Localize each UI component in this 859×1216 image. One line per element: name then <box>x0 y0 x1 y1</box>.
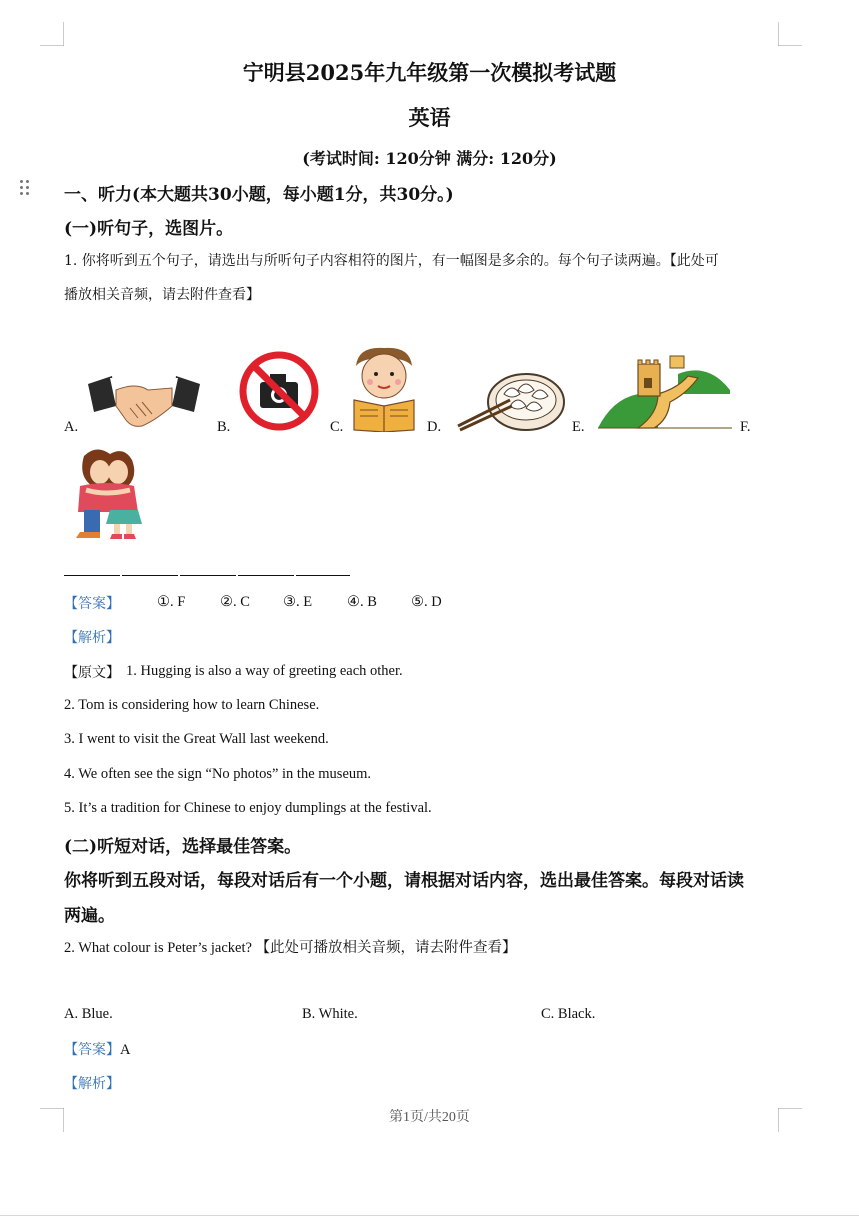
picture-label-d: D. <box>427 419 442 435</box>
part2-instruction-line1: 你将听到五段对话，每段对话后有一个小题，请根据对话内容，选出最佳答案。每段对话读 <box>64 871 744 891</box>
transcript-line: 1. Hugging is also a way of greeting each other. <box>126 663 403 679</box>
answer-tag: 【答案】 <box>64 1042 120 1058</box>
document-title: 宁明县2025年九年级第一次模拟考试题 <box>242 60 617 85</box>
great-wall-icon <box>598 354 732 430</box>
drag-handle[interactable] <box>20 180 32 198</box>
handshake-icon <box>86 368 202 432</box>
answer-blank[interactable] <box>296 575 350 576</box>
part1-heading: (一)听句子，选图片。 <box>64 219 234 239</box>
answer-item: ②. C <box>220 594 250 610</box>
exam-info: (考试时间: 120分钟 满分: 120分) <box>302 149 557 168</box>
answer-blank[interactable] <box>238 575 294 576</box>
q2-option-a: A. Blue. <box>64 1006 113 1022</box>
answer-item: ①. F <box>157 594 186 610</box>
picture-label-a: A. <box>64 419 79 435</box>
picture-label-f: F. <box>740 419 751 435</box>
dumplings-bowl-icon <box>456 370 566 432</box>
q1-text-line2: 播放相关音频，请去附件查看】 <box>64 287 260 303</box>
part2-instruction-line2: 两遍。 <box>64 906 115 926</box>
answer-blank[interactable] <box>180 575 236 576</box>
answer-item: ⑤. D <box>411 594 442 610</box>
q1-text-line1: 1. 你将听到五个句子，请选出与所听句子内容相符的图片，有一幅图是多余的。每个句子读两遍。【此处可 <box>64 253 719 269</box>
transcript-line: 5. It’s a tradition for Chinese to enjoy dumplings at the festival. <box>64 800 432 816</box>
page-footer: 第1页/共20页 <box>389 1110 470 1125</box>
part2-heading: (二)听短对话，选择最佳答案。 <box>64 837 302 857</box>
transcript-line: 2. Tom is considering how to learn Chinese. <box>64 697 320 713</box>
picture-label-e: E. <box>572 419 585 435</box>
section1-heading: 一、听力(本大题共30小题，每小题1分，共30分。) <box>64 185 454 205</box>
transcript-line: 4. We often see the sign “No photos” in the museum. <box>64 766 372 782</box>
hugging-girls-icon <box>66 446 148 540</box>
no-photo-sign-icon <box>238 350 320 432</box>
answer-tag: 【答案】 <box>64 596 120 612</box>
q2-answer <box>64 1039 130 1059</box>
analysis-tag: 【解析】 <box>64 630 120 646</box>
analysis-tag: 【解析】 <box>64 1076 120 1092</box>
picture-label-b: B. <box>217 419 231 435</box>
q2-text: 2. What colour is Peter’s jacket? 【此处可播放相关音频，请去附件查看】 <box>64 940 517 956</box>
answer-blank[interactable] <box>64 575 120 576</box>
boy-reading-icon <box>350 344 418 432</box>
q2-option-b: B. White. <box>302 1006 358 1022</box>
answer-item: ③. E <box>283 594 313 610</box>
transcript-line: 3. I went to visit the Great Wall last weekend. <box>64 731 329 747</box>
original-text-tag: 【原文】 <box>64 665 120 681</box>
answer-item: ④. B <box>347 594 377 610</box>
corner-mark-top-left <box>40 22 64 46</box>
picture-label-c: C. <box>330 419 344 435</box>
subject-title: 英语 <box>408 105 451 130</box>
answer-blank[interactable] <box>122 575 178 576</box>
corner-mark-top-right <box>778 22 802 46</box>
q2-option-c: C. Black. <box>541 1006 596 1022</box>
q2-answer-value: A <box>120 1042 131 1058</box>
